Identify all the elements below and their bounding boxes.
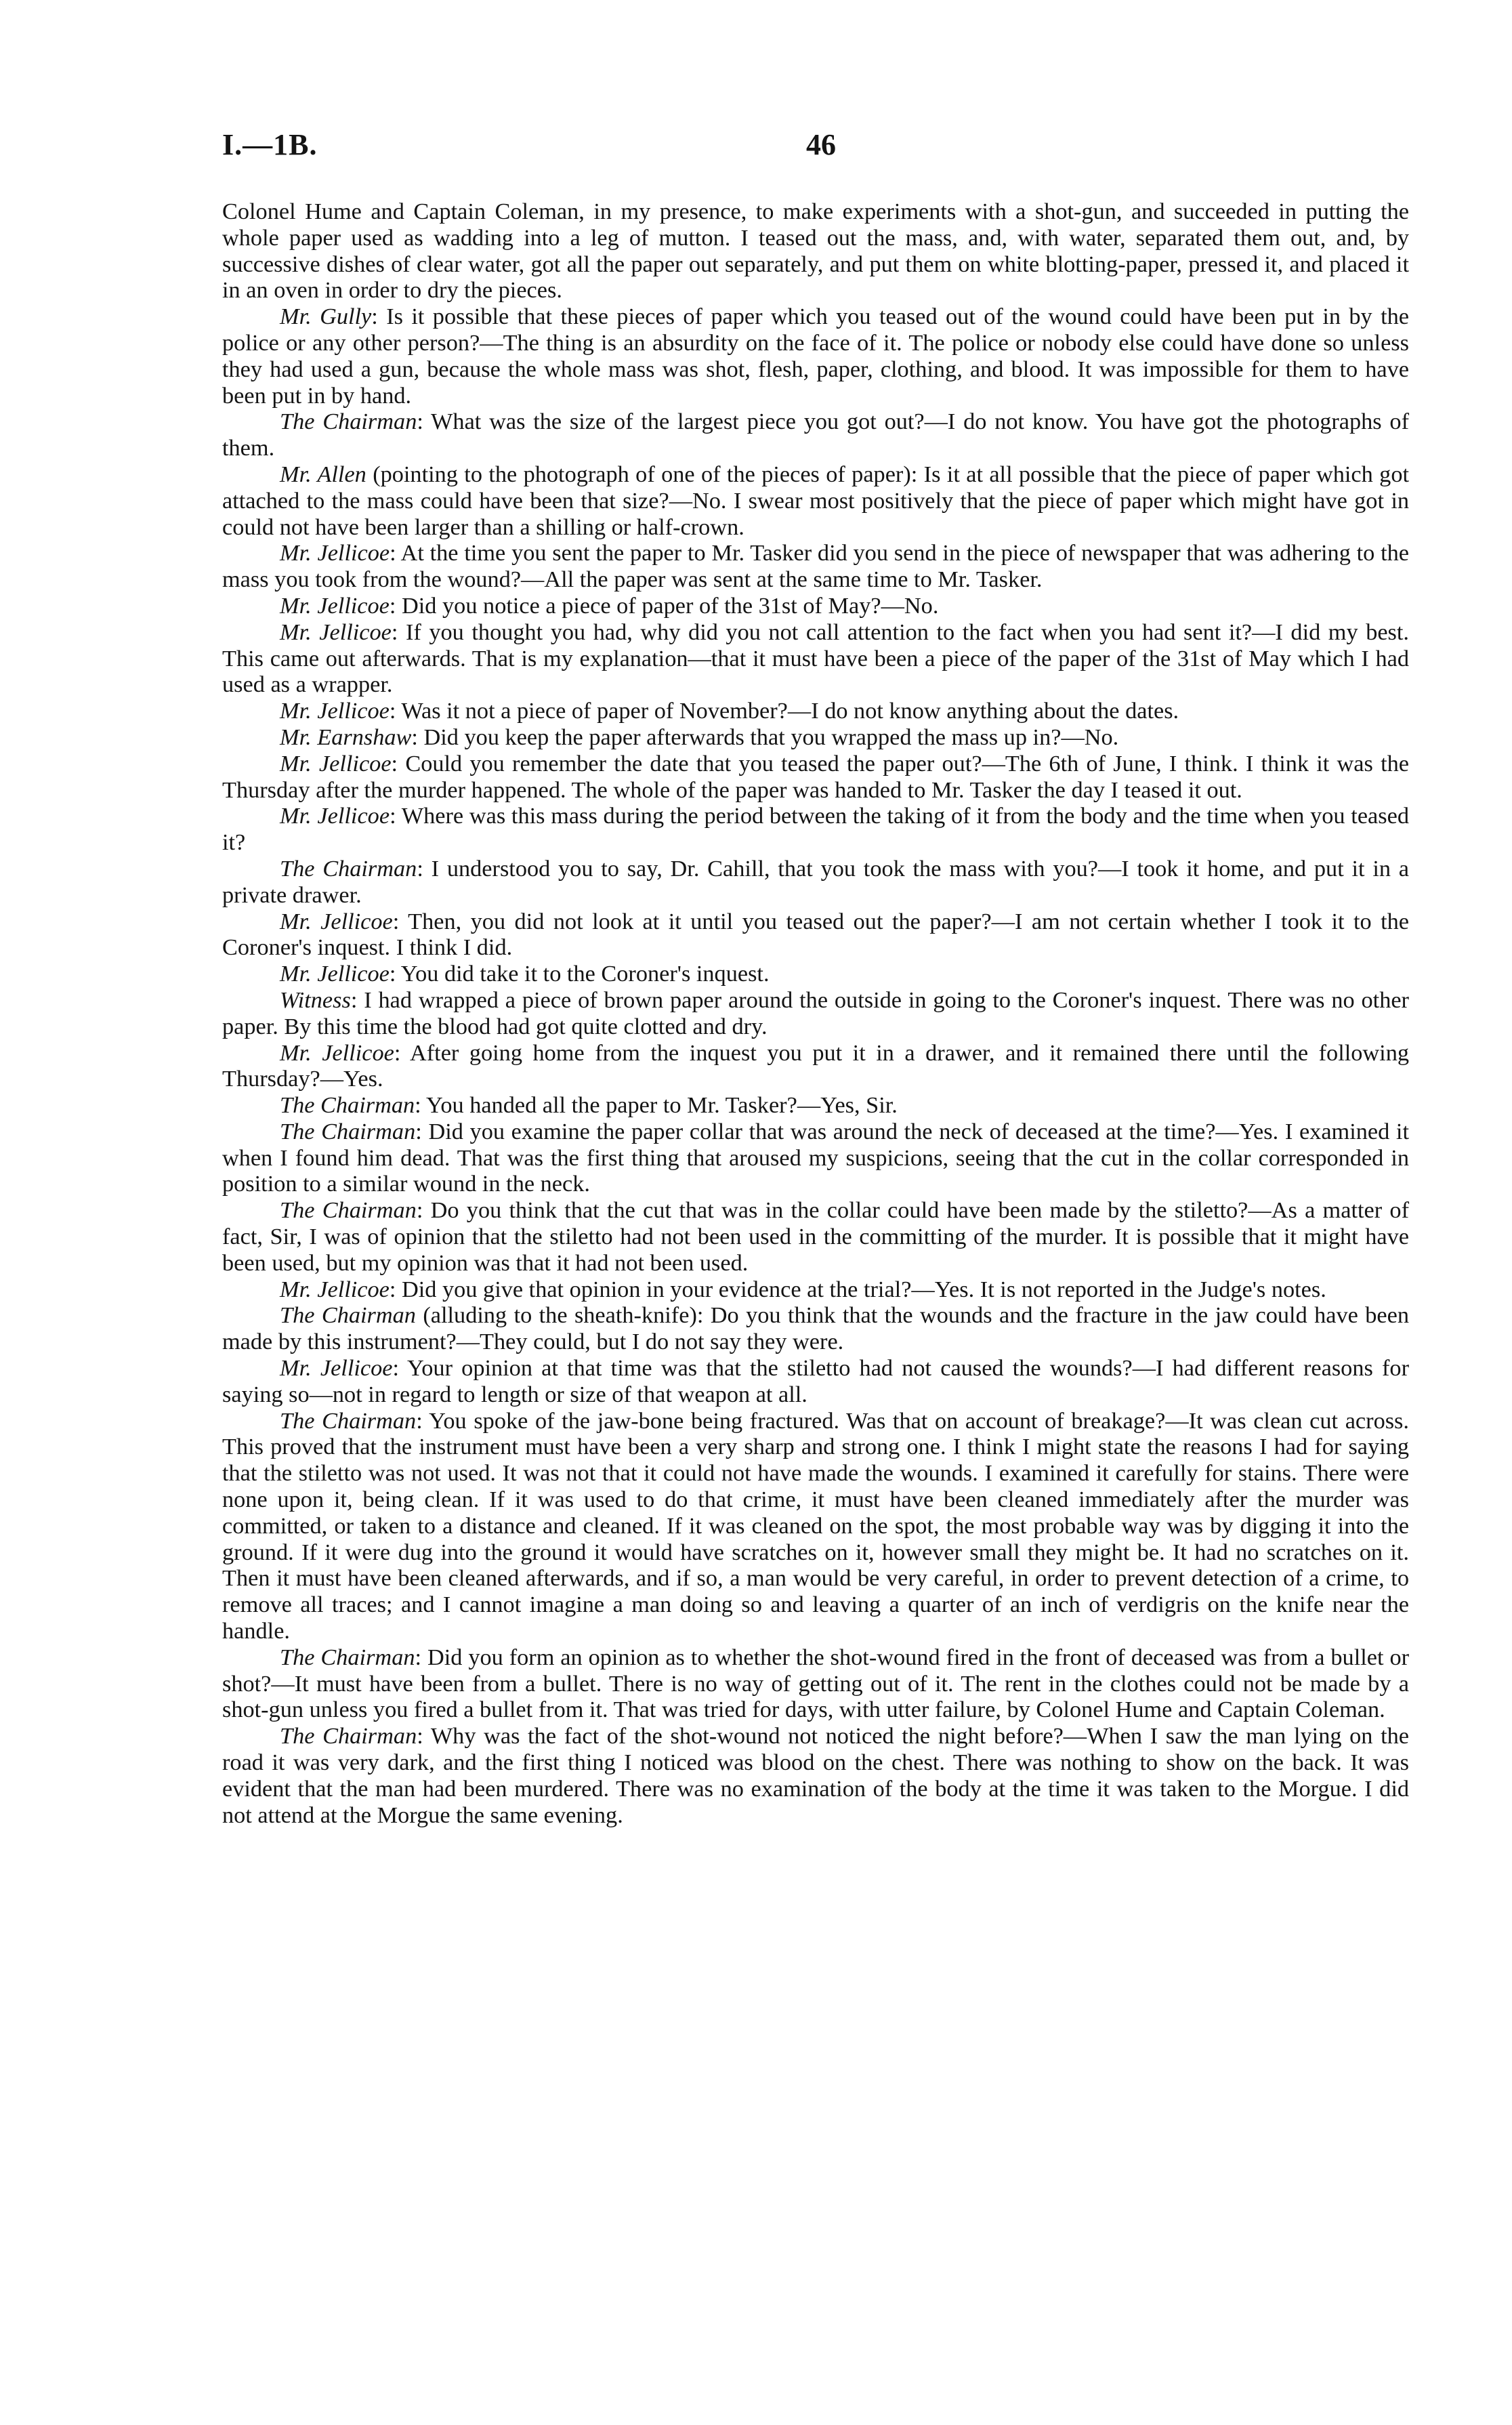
- speaker-name: The Chairman: [280, 1197, 417, 1224]
- speaker-name: Mr. Jellicoe: [280, 540, 390, 566]
- speaker-separator: :: [389, 592, 402, 619]
- paragraph: [222, 540, 1409, 593]
- paragraph-text: Did you keep the paper afterwards that you wrapped the mass up in?—No.: [423, 724, 1119, 750]
- page-header: [222, 127, 1409, 168]
- speaker-separator: :: [350, 987, 364, 1013]
- speaker-separator: [366, 461, 373, 487]
- paragraph-text: Is it possible that these pieces of paper which you teased out of the wound could have been put in by the police or any other person?—The thing is an absurdity on the face of it. The police or nobody else could have done so unless they had used a gun, because the whole mass was shot, flesh, paper, clothing, and blood. It was impossible for them to have been put in by hand.: [222, 304, 1409, 409]
- paragraph-text: You spoke of the jaw-bone being fractured. Was that on account of breakage?—It was clean cut across. This proved that the instrument must have been a very sharp and strong one. I think I might state the reasons I had for saying that the stiletto was not used. It was not that it could not have made the wounds. I examined it carefully for stains. There were none upon it, being clean. If it was used to do that crime, it must have been cleaned immediately after the murder was committed, or taken to a distance and cleaned. If it was cleaned on the spot, the most probable way was by digging it into the ground. If it were dug into the ground it would have scratches on it, however small they might be. It had no scratches on it. Then it must have been cleaned afterwards, and if so, a man would be very careful, in order to prevent detection of a crime, to remove all traces; and I cannot imagine a man doing so and leaving a quarter of an inch of verdigris on the knife near the handle.: [222, 1407, 1409, 1644]
- speaker-name: Mr. Gully: [280, 304, 372, 330]
- paragraph: [222, 909, 1409, 961]
- paragraph: [222, 304, 1409, 409]
- speaker-name: The Chairman: [280, 409, 417, 435]
- paragraph: [222, 619, 1409, 698]
- speaker-name: Mr. Earnshaw: [280, 724, 412, 750]
- paragraph-text: Colonel Hume and Captain Coleman, in my presence, to make experiments with a shot-gun, and succeeded in putting the whole paper used as wadding into a leg of mutton. I teased out the mass, and, with water, separated them out, and, by successive dishes of clear water, got all the paper out separately, and put them on white blotting-paper, pressed it, and placed it in an oven in order to dry the pieces.: [222, 199, 1409, 304]
- paragraph: [222, 1040, 1409, 1093]
- speaker-separator: :: [417, 855, 432, 882]
- paragraph-text: Did you notice a piece of paper of the 31st of May?—No.: [402, 592, 939, 619]
- paragraph: [222, 987, 1409, 1040]
- speaker-separator: :: [392, 908, 408, 934]
- speaker-separator: :: [416, 1197, 431, 1224]
- speaker-separator: :: [392, 1355, 407, 1382]
- paragraph-text: Do you think that the cut that was in the collar could have been made by the stiletto?—As a matter of fact, Sir, I was of opinion that the stiletto had not been used in the committing of the murder. It is possible that it might have been used, but my opinion was that it had not been used.: [222, 1197, 1409, 1276]
- speaker-name: Mr. Allen: [280, 461, 366, 487]
- speaker-separator: :: [416, 1407, 429, 1434]
- paragraph-text: (pointing to the photograph of one of the pieces of paper): Is it at all possible that the piece of paper which got attached to the mass could have been that size?—No. I swear most positively that the piece of paper which might have got in could not have been larger than a shilling or half-crown.: [222, 461, 1409, 540]
- paragraph-text: Your opinion at that time was that the stiletto had not caused the wounds?—I had different reasons for saying so—not in regard to length or size of that weapon at all.: [222, 1355, 1409, 1407]
- paragraph: [222, 1119, 1409, 1197]
- speaker-name: The Chairman: [280, 1092, 415, 1119]
- paragraph: [222, 1408, 1409, 1644]
- paragraph-text: Could you remember the date that you teased the paper out?—The 6th of June, I think. I think it was the Thursday after the murder happened. The whole of the paper was handed to Mr. Tasker the day I teased it out.: [222, 750, 1410, 803]
- speaker-name: The Chairman: [280, 1118, 416, 1144]
- paragraph: [222, 1644, 1409, 1723]
- paragraph-text: After going home from the inquest you put it in a drawer, and it remained there until the following Thursday?—Yes.: [222, 1039, 1410, 1092]
- paragraph: [222, 409, 1409, 461]
- speaker-name: The Chairman: [280, 1407, 417, 1434]
- paragraph: [222, 1302, 1409, 1355]
- paragraph: [222, 856, 1409, 909]
- paragraph-text: (alluding to the sheath-knife): Do you think that the wounds and the fracture in the jaw could have been made by this instrument?—They could, but I do not say they were.: [222, 1302, 1409, 1355]
- paragraph: [222, 698, 1409, 724]
- speaker-separator: :: [415, 1092, 426, 1119]
- speaker-name: Mr. Jellicoe: [280, 1276, 390, 1302]
- speaker-name: The Chairman: [280, 1644, 415, 1670]
- speaker-name: Mr. Jellicoe: [280, 961, 390, 987]
- speaker-separator: :: [390, 803, 402, 829]
- paragraph: [222, 803, 1409, 856]
- speaker-separator: :: [389, 698, 402, 724]
- speaker-separator: [416, 1302, 423, 1328]
- paragraph: [222, 961, 1409, 987]
- paragraph-text: Where was this mass during the period between the taking of it from the body and the time when you teased it?: [222, 803, 1409, 856]
- speaker-separator: :: [390, 540, 401, 566]
- paragraph: [222, 199, 1409, 304]
- paragraph: [222, 1277, 1409, 1303]
- speaker-separator: :: [415, 1644, 427, 1670]
- paragraph-text: Was it not a piece of paper of November?—I do not know anything about the dates.: [401, 698, 1179, 724]
- speaker-name: Mr. Jellicoe: [280, 908, 393, 934]
- speaker-separator: :: [417, 409, 432, 435]
- paragraph-text: What was the size of the largest piece you got out?—I do not know. You have got the photographs of them.: [222, 409, 1410, 461]
- speaker-name: Witness: [280, 987, 351, 1013]
- paragraph: [222, 1355, 1409, 1408]
- speaker-name: Mr. Jellicoe: [280, 1039, 394, 1066]
- speaker-separator: :: [417, 1723, 431, 1749]
- paragraph-text: Why was the fact of the shot-wound not noticed the night before?—When I saw the man lying on the road it was very dark, and the first thing I noticed was blood on the chest. There was nothing to show on the back. It was evident that the man had been murdered. There was no examination of the body at the time it was taken to the Morgue. I did not attend at the Morgue the same evening.: [222, 1723, 1410, 1828]
- paragraph-text: I understood you to say, Dr. Cahill, that you took the mass with you?—I took it home, and put it in a private drawer.: [222, 855, 1409, 908]
- speaker-name: The Chairman: [280, 1302, 416, 1329]
- speaker-name: The Chairman: [280, 855, 417, 882]
- speaker-separator: :: [389, 961, 401, 987]
- paragraph: [222, 593, 1409, 619]
- speaker-name: Mr. Jellicoe: [280, 750, 392, 776]
- speaker-name: Mr. Jellicoe: [280, 619, 392, 645]
- paragraph-text: Did you give that opinion in your evidence at the trial?—Yes. It is not reported in the Judge's notes.: [402, 1276, 1326, 1302]
- speaker-separator: :: [394, 1039, 410, 1066]
- paragraph-text: Did you examine the paper collar that was around the neck of deceased at the time?—Yes. I examined it when I found him dead. That was the first thing that aroused my suspicions, seeing that the cut in the collar corresponded in position to a similar wound in the neck.: [222, 1118, 1409, 1197]
- speaker-name: Mr. Jellicoe: [280, 698, 390, 724]
- paragraph-text: At the time you sent the paper to Mr. Tasker did you send in the piece of newspaper that was adhering to the mass you took from the wound?—All the paper was sent at the same time to Mr. Tasker.: [222, 540, 1409, 593]
- paragraph-text: You handed all the paper to Mr. Tasker?—Yes, Sir.: [425, 1092, 898, 1119]
- speaker-name: Mr. Jellicoe: [280, 803, 390, 829]
- speaker-name: Mr. Jellicoe: [280, 592, 390, 619]
- document-body: [222, 199, 1409, 1828]
- paragraph: [222, 1197, 1409, 1276]
- speaker-separator: :: [391, 619, 406, 645]
- speaker-separator: :: [411, 724, 424, 750]
- speaker-name: The Chairman: [280, 1723, 417, 1749]
- paragraph-text: You did take it to the Coroner's inquest.: [400, 961, 770, 987]
- document-reference: I.—1B.: [222, 128, 318, 161]
- paragraph: [222, 724, 1409, 751]
- paragraph: [222, 461, 1409, 540]
- paragraph-text: Then, you did not look at it until you teased out the paper?—I am not certain whether I took it to the Coroner's inquest. I think I did.: [222, 908, 1410, 961]
- speaker-separator: :: [389, 1276, 402, 1302]
- speaker-name: Mr. Jellicoe: [280, 1355, 393, 1382]
- paragraph: [222, 1723, 1409, 1828]
- paragraph: [222, 751, 1409, 804]
- speaker-separator: :: [371, 304, 387, 330]
- page-number: 46: [806, 128, 836, 161]
- speaker-separator: :: [415, 1118, 429, 1144]
- paragraph-text: If you thought you had, why did you not call attention to the fact when you had sent it?—I did my best. This came out afterwards. That is my explanation—that it must have been a piece of the paper of the 31st of May which I had used as a wrapper.: [222, 619, 1410, 698]
- paragraph-text: I had wrapped a piece of brown paper around the outside in going to the Coroner's inquest. There was no other paper. By this time the blood had got quite clotted and dry.: [222, 987, 1409, 1039]
- paragraph-text: Did you form an opinion as to whether the shot-wound fired in the front of deceased was from a bullet or shot?—It must have been from a bullet. There is no way of getting out of it. The rent in the clothes could not be made by a shot-gun unless you fired a bullet from it. That was tried for days, with utter failure, by Colonel Hume and Captain Coleman.: [222, 1644, 1410, 1723]
- paragraph: [222, 1092, 1409, 1119]
- speaker-separator: :: [391, 750, 406, 776]
